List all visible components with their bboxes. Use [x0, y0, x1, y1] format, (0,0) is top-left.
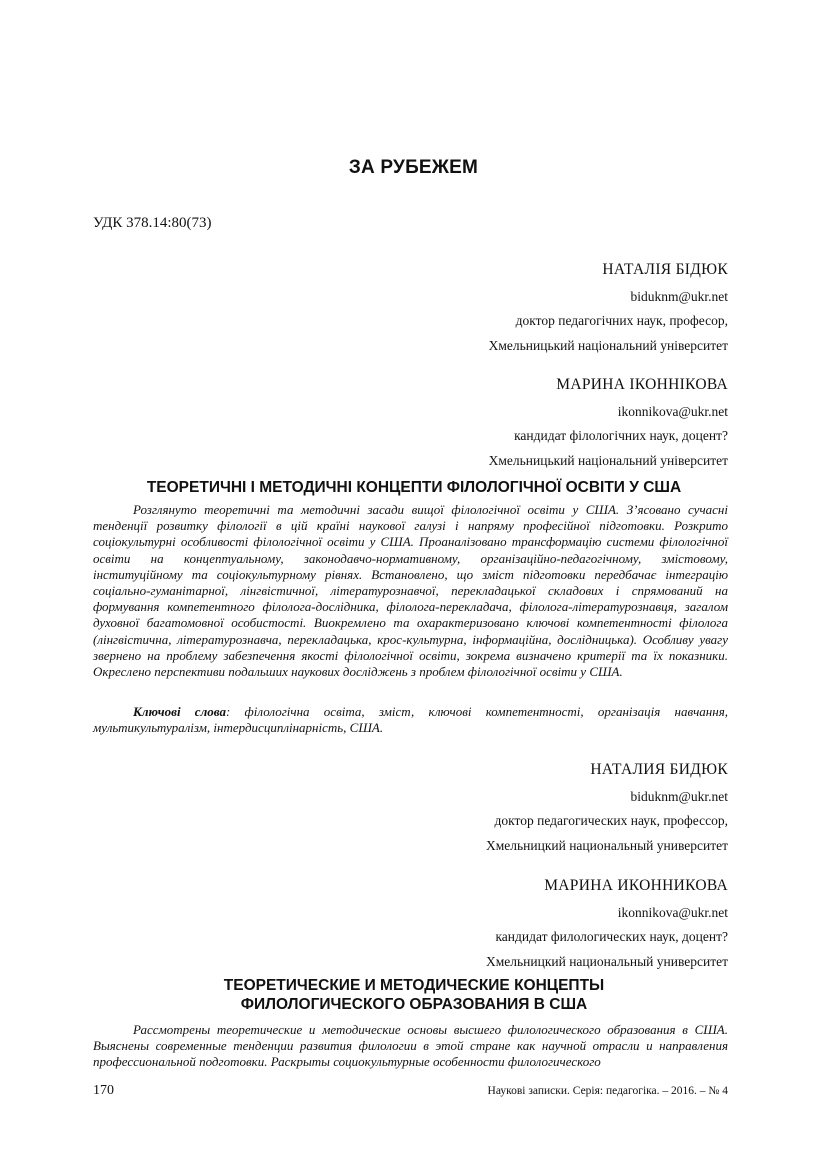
author-degree: кандидат филологических наук, доцент? — [495, 929, 728, 944]
author-block-ua-1 — [489, 258, 728, 358]
author-name: МАРИНА ІКОННІКОВА — [556, 376, 728, 393]
abstract-ua: Розглянуто теоретичні та методичні засади вищої філологічної освіти у США. З’ясовано сучасні тенденції розвитку філології в цій країні наукової галузі і напряму професійної підготовки. Розкрито соціокультурні особливості філологічної освіти у США. Проаналізовано трансформацію системи філологічної освіти на концептуальному, законодавчо-нормативному, організаційно-педагогічному, змістовому, інституційному та соціокультурному рівнях. Встановлено, що зміст підготовки передбачає інтеграцію соціально-гуманітарної, лінгвістичної, літературознавчої, перекладацької складових і спрямований на формування компетентного філолога-дослідника, філолога-перекладача, філолога-літературознавця, загалом духовної багатомовної особистості. Виокремлено та охарактеризовано ключові компетентності філолога (лінгвістична, літературознавча, перекладацька, крос-культурна, інформаційна, дослідницька). Особливу увагу звернено на проблему забезпечення якості філологічної освіти, зокрема визначено критерії та їх показники. Окреслено перспективи подальших наукових досліджень з проблем філологічної освіти у США. — [93, 502, 728, 680]
keywords-label: Ключові слова — [133, 704, 226, 719]
article-title-ru-line2: ФИЛОЛОГИЧЕСКОГО ОБРАЗОВАНИЯ В США — [240, 996, 588, 1013]
author-affiliation: Хмельницький національний університет — [488, 452, 728, 468]
author-email: ikonnikova@ukr.net — [617, 904, 728, 920]
author-name: НАТАЛІЯ БІДЮК — [602, 261, 728, 278]
section-heading: ЗА РУБЕЖЕМ — [348, 157, 479, 178]
author-block-ru-2 — [486, 874, 728, 974]
udk-code: УДК 378.14:80(73) — [93, 215, 212, 231]
author-degree: доктор педагогічних наук, професор, — [515, 313, 728, 328]
author-degree: кандидат філологічних наук, доцент? — [514, 428, 728, 443]
page-number: 170 — [93, 1083, 114, 1098]
journal-footer: Наукові записки. Серія: педагогіка. – 2016. – № 4 — [487, 1085, 728, 1097]
abstract-ru: Рассмотрены теоретические и методические основы высшего филологического образования в США. Выяснены современные тенденции развития филологии в этой стране как научной отрасли и направления профессиональной подготовки. Раскрыты социокультурные особенности филологического — [93, 1022, 728, 1070]
author-email: biduknm@ukr.net — [630, 288, 728, 304]
author-block-ua-2 — [489, 373, 728, 473]
author-email: ikonnikova@ukr.net — [617, 403, 728, 419]
keywords-ua — [93, 704, 728, 736]
author-name: МАРИНА ИКОННИКОВА — [544, 877, 728, 894]
author-name: НАТАЛИЯ БИДЮК — [590, 761, 728, 778]
author-degree: доктор педагогических наук, профессор, — [494, 813, 728, 828]
author-affiliation: Хмельницкий национальный университет — [485, 837, 728, 853]
keywords-text: : філологічна освіта, зміст, ключові компетентності, організація навчання, мультикультуралізм, інтердисциплінарність, США. — [93, 704, 728, 736]
author-email: biduknm@ukr.net — [630, 788, 728, 804]
article-title-ru-line1: ТЕОРЕТИЧЕСКИЕ И МЕТОДИЧЕСКИЕ КОНЦЕПТЫ — [223, 977, 605, 994]
article-title-ua: ТЕОРЕТИЧНІ І МЕТОДИЧНІ КОНЦЕПТИ ФІЛОЛОГІЧНОЇ ОСВІТИ У США — [146, 479, 682, 496]
author-block-ru-1 — [486, 758, 728, 858]
author-affiliation: Хмельницький національний університет — [488, 337, 728, 353]
article-title-ru — [93, 976, 735, 1014]
author-affiliation: Хмельницкий национальный университет — [485, 953, 728, 969]
